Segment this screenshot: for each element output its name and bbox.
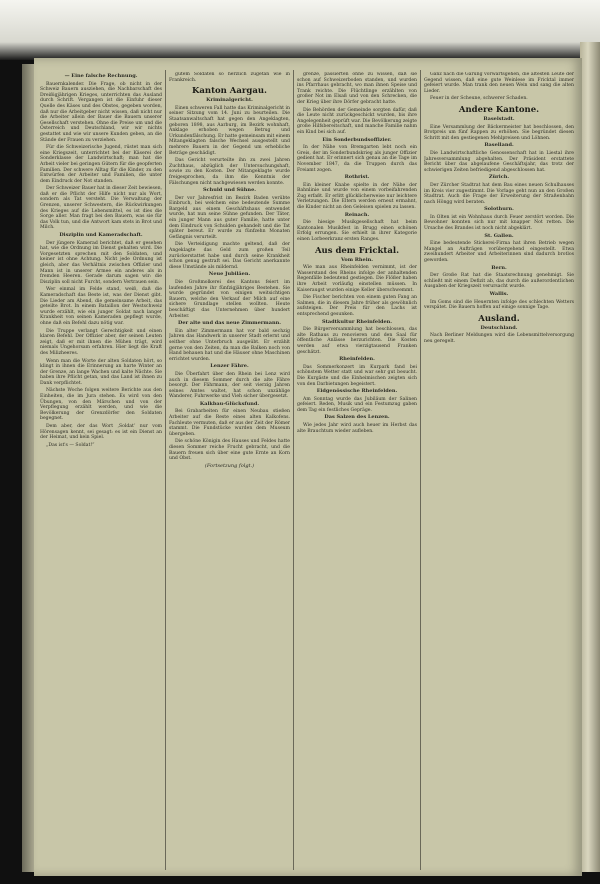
section-heading: Aus dem Fricktal. (314, 245, 400, 256)
article-heading: Schuld und Sühne. (202, 187, 256, 194)
article-paragraph: Am Sonntag wurde das Jubiläum der Salinen gefeiert. Reden, Musik und ein Festumzug gaben dem Tag ein festliches Gepräge. (297, 396, 417, 413)
article-heading: — Eine falsche Rechnung. (64, 73, 138, 79)
article-paragraph: In Olten ist ein Wohnhaus durch Feuer zerstört worden. Die Bewohner konnten sich nur mit knapper Not retten. Die Ursache des Brandes ist noch nicht abgeklärt. (424, 214, 574, 232)
article-paragraph: Ein kleiner Knabe spielte in der Nähe der Bahnlinie und wurde von einem vorbeifahrenden Zug erfaßt. Er erlitt glücklicherweise nur leichtere Verletzungen. Die Eltern werden erneut ermahnt, die Kinder nicht an den Geleisen spielen zu lassen. (297, 182, 417, 211)
section-heading: Kanton Aargau. (192, 86, 267, 97)
article-heading: Vom Rhein. (340, 256, 374, 263)
article-paragraph: Dem aber, der das Wort ‚Soldat‘ nur vom Hörensagen kennt, sei gesagt: es ist ein Dienst an der Heimat, und kein Spiel. (40, 424, 162, 441)
article-heading: Kalkbau-Glücksfund. (199, 400, 260, 407)
article-paragraph: Der Zürcher Stadtrat hat dem Bau eines neuen Schulhauses im Kreis vier zugestimmt. Die Vorlage geht nun an den Großen Stadtrat. Auch die Frage der Erweiterung der Straßenbahn nach Höngg wird beraten. (424, 182, 574, 205)
column-rule (420, 70, 421, 870)
article-paragraph: Das Gericht verurteilte ihn zu zwei Jahren Zuchthaus, abzüglich der Untersuchungshaft, sowie zu den Kosten. Der Mitangeklagte wurde freigesprochen, da ihm die Kenntnis der Fälschungen nicht nachgewiesen werden konnte. (169, 158, 290, 186)
article-paragraph: In der Nähe von Bremgarten lebt noch ein Greis, der im Sonderbundskrieg als junger Offizier gedient hat. Er erinnert sich genau an die Tage im November 1847, da die Truppen durch das Freiamt zogen. (297, 145, 417, 173)
article-heading: Der alte und das neue Zimmermann. (178, 320, 281, 327)
column-rule (293, 70, 294, 870)
background-glare (0, 0, 600, 60)
article-heading: Baselland. (484, 142, 514, 149)
article-paragraph: Die Truppe verlangt Gerechtigkeit und einen klaren Befehl. Der Offizier aber, der seinen Leuten zeigt, daß er mit ihnen die Mühen trägt, wird niemals Ungehorsam erfahren. Hier liegt die Kraft des Milizheeres. (40, 328, 162, 356)
article-paragraph: Bauernkalender. Die Frage, ob nicht in der Schweiz Bauern ausziehen, die Nachbarschaft des Dreißigjährigen Krieges, unterrichten das Ausland durch Schrift. Vergangen ist die Einfuhr dieser Quelle des Käses und des Obstes, gegeben worden, daß nur die Arbeitgeber nicht wissen, daß nicht nur die Arbeiter allein der Bauer die Bauern unserer Gesellschaft verstehen. Ohne die Preise um und die Österreich und Deutschland, wir wir nichts gestattet und wie wir unsere Kunden geben, an die Stände der Frauen zu verziehen. (40, 81, 162, 143)
article-heading: Disziplin und Kameradschaft. (59, 232, 143, 239)
article-paragraph: Die Behörden der Gemeinde sorgten dafür, daß die Leute nicht zurückgeschickt wurden, bis ihre Angelegenheit geprüft war. Die Bevölkerung zeigte große Hilfsbereitschaft, und manche Familie nahm ein Kind bei sich auf. (297, 107, 417, 135)
article-paragraph: Wenn man die Worte der alten Soldaten hört, so klingt in ihnen die Erinnerung an harte Winter an der Grenze, an lange Wachen und kalte Nächte. Sie haben ihre Pflicht getan, und das Land ist ihnen zu Dank verpflichtet. (40, 358, 162, 386)
article-paragraph: Eine bedeutende Stickerei-Firma hat ihren Betrieb wegen Mangel an Aufträgen vorübergehend eingestellt. Etwa zweihundert Arbeiter und Arbeiterinnen sind dadurch brotlos geworden. (424, 241, 574, 264)
article-paragraph: Feuer in der Scheune, schwerer Schaden. (430, 96, 528, 102)
article-heading: Zürich. (488, 174, 510, 181)
article-paragraph: Nächste Woche folgen weitere Berichte aus den Einheiten, die im Jura stehen. Es wird von den Übungen, von den Märschen und von der Verpflegung erzählt werden, und wie die Bevölkerung der Grenzdörfer den Soldaten begegnet. (40, 388, 162, 422)
section-heading: Ausland. (478, 313, 520, 324)
article-heading: Das Salzen des Lenzen. (324, 414, 390, 421)
column-2 (169, 72, 290, 868)
article-heading: Rheinfelden. (339, 356, 375, 363)
article-heading: Kriminalgericht. (206, 97, 253, 104)
article-heading: St. Gallen. (484, 232, 514, 239)
article-paragraph: Der Große Rat hat die Staatsrechnung genehmigt. Sie schließt mit einem Defizit ab, das durch die außerordentlichen Ausgaben der Kriegszeit verursacht wurde. (424, 273, 574, 290)
column-4 (424, 72, 574, 868)
column-1 (40, 72, 162, 868)
article-paragraph: Die Verteidigung machte geltend, daß der Angeklagte das Geld zum großen Teil zurückerstattet habe und durch seine Krankheit schon genug gestraft sei. Das Gericht anerkannte diese Umstände als mildernd. (169, 242, 290, 270)
article-heading: Deutschland. (480, 324, 518, 331)
section-heading: Andere Kantone. (458, 104, 540, 115)
article-paragraph: gutem Soldaten so herzlich zugetan wie in Frankreich. (169, 72, 290, 83)
article-paragraph: „Das ist's — Soldat!“ (46, 442, 95, 448)
article-paragraph: Das Sommerkonzert im Kurpark fand bei schönstem Wetter statt und war sehr gut besucht. Die Kurgäste und die Einheimischen zeigten sich von den Darbietungen begeistert. (297, 364, 417, 387)
article-heading: Neue Jubiläen. (208, 271, 251, 278)
article-heading: Wallis. (489, 291, 509, 297)
continuation-note: (Fortsetzung folgt.) (204, 462, 255, 469)
article-paragraph: Der jüngere Kamerad berichtet, daß er gesehen hat, wie die Ordnung im Dienst gehalten wird. Die Vorgesetzten sprechen mit den Soldaten, und keiner ist ohne Achtung. Nicht jede Ordnung ist gleich, aber das Verhältnis zwischen Offizier und Mann ist in unserer Armee ein anderes als in fremden Heeren. Gerade darum sagen wir: die Disziplin soll nicht Furcht, sondern Vertrauen sein. (40, 240, 162, 285)
article-paragraph: Die hiesige Musikgesellschaft hat beim Kantonalen Musikfest in Brugg einen schönen Erfolg errungen. Sie erhielt in ihrer Kategorie einen Lorbeerkranz ersten Ranges. (297, 220, 417, 243)
article-heading: Baselstadt. (483, 115, 515, 122)
article-paragraph: Die Fischer berichten von einem guten Fang an Salmen, die in diesem Jahre früher als gewöhnlich aufsteigen. Der Preis für den Lachs ist entsprechend gesunken. (297, 295, 417, 317)
article-heading: Reinach. (344, 211, 370, 218)
article-heading: Solothurn. (484, 206, 514, 213)
article-paragraph: Die Großmolkerei des Kantons feiert im laufenden Jahre ihr fünfzigjähriges Bestehen. Sie wurde gegründet von einigen weitsichtigen Bauern, welche den Verkauf der Milch auf eine sichere Grundlage stellen wollten. Heute beschäftigt das Unternehmen über hundert Arbeiter. (169, 280, 290, 319)
article-paragraph: grenze, passierten ohne zu wissen, daß sie schon auf Schweizerboden standen, und wurden ins Pfarrhaus gebracht, wo man ihnen Speise und Trank reichte. Die Flüchtlinge erzählten von großer Not im Elsaß und von den Schrecken, die der Krieg über ihre Dörfer gebracht hatte. (297, 72, 417, 105)
article-paragraph: Wie jedes Jahr wird auch heuer im Herbst das alte Brauchtum wieder aufleben. (297, 423, 417, 434)
article-heading: Stadtkultur Rheinfelden. (321, 318, 393, 325)
article-paragraph: Für die Schweizerische Jugend, rüstet man sich eine Kriegszeit, unterrichtet bei der Käserei der Sonderklasse der Landwirtschaft; man hat die Arbeit vieler bei geringen Gütern für die geopferten Familien. Der schwere Alltag für die Kinder, zu den Entwürfen der Arbeiter und Familien, die unter dem Eindruck der Not standen. (40, 145, 162, 184)
article-heading: Rothrist. (344, 174, 370, 181)
page-stack-edge (580, 42, 600, 872)
article-paragraph: Der vor Jahresfrist im Bezirk Baden verübte Einbruch, bei welchem eine bedeutende Summe Bargeld aus einem Geschäftshaus entwendet wurde, hat nun seine Sühne gefunden. Der Täter, ein junger Mann aus guter Familie, hatte unter dem Eindruck von Schulden gehandelt und die Tat später bereut. Er wurde zu fünfzehn Monaten Gefängnis verurteilt. (169, 195, 290, 240)
article-paragraph: Eine Versammlung der Bäckermeister hat beschlossen, den Brotpreis um fünf Rappen zu erhöhen. Sie begründet diesen Schritt mit den gestiegenen Mehlpreisen und Löhnen. (424, 124, 574, 141)
article-heading: Lenzer Fähre. (210, 363, 249, 370)
article-paragraph: Ein alter Zimmermann hat vor bald sechzig Jahren das Handwerk in unserer Stadt erlernt und seither ohne Unterbruch ausgeübt. Er erzählt gerne von den Zeiten, da man die Balken noch von Hand behauen hat und die Häuser ohne Maschinen errichtet wurden. (169, 328, 290, 362)
article-paragraph: Die Überfahrt über den Rhein bei Lenz wird auch in diesem Sommer durch die alte Fähre besorgt. Der Fährmann, der seit vierzig Jahren seines Amtes waltet, hat schon unzählige Wanderer, Fuhrwerke und Vieh sicher übergesetzt. (169, 371, 290, 400)
article-heading: Eidgenössische Rheinfelden. (316, 388, 398, 395)
article-paragraph: Wer einmal im Felde stand, weiß, daß die Kameradschaft das Beste ist, was der Dienst gibt. Die Lieder am Abend, die gemeinsame Arbeit, das geteilte Brot. In einem Bataillon der Westschweiz wurde erzählt, wie ein junger Soldat nach langer Krankheit von seinen Kameraden gepflegt wurde, ohne daß ein Befehl dazu nötig war. (40, 287, 162, 326)
article-paragraph: Die schöne Königin des Hauses und Feldes hatte diesen Sommer reiche Frucht gebracht, und die Bauern freuen sich über eine gute Ernte an Korn und Obst. (169, 439, 290, 462)
article-paragraph: Ganz nach die Gärung vorwärtsgehen, die ältesten Leute der Gegend wissen, daß eine gute Weinlese im Fricktal immer gefeiert wurde. Man trank den neuen Wein und sang die alten Lieder. (424, 72, 574, 94)
article-paragraph: Der Schweizer Bauer hat in dieser Zeit bewiesen, daß er die Pflicht der Hilfe nicht nur als Wort, sondern als Tat versteht. Die Verwaltung der Grenzen, unserer Schwestern, die Rückwirkungen des Krieges auf die Lebensmittel, es ist dies die Sorge aller. Man fragt bei den Bauern, was sie für das Volk tun, und die Antwort kam stets in Brot und Milch. (40, 186, 162, 231)
column-3 (297, 72, 417, 868)
article-heading: Bern. (491, 264, 507, 271)
article-paragraph: Im Goms sind die Heuernten infolge des schlechten Wetters verspätet. Die Bauern hoffen auf einige sonnige Tage. (424, 299, 574, 311)
article-paragraph: Wie man aus Rheinfelden vernimmt, ist der Wasserstand des Rheins infolge der anhaltenden Regenfälle bedeutend gestiegen. Die Flößer haben ihre Arbeit vorläufig einstellen müssen. In Kaiseraugst wurden einige Keller überschwemmt. (297, 265, 417, 293)
article-paragraph: Nach Berliner Meldungen wird die Lebensmittelversorgung neu geregelt. (424, 333, 574, 344)
article-paragraph: Die Landwirtschaftliche Genossenschaft hat in Liestal ihre Jahresversammlung abgehalten. Der Präsident erstattete Bericht über das abgelaufene Geschäftsjahr, das trotz der schwierigen Zeiten befriedigend abgeschlossen hat. (424, 150, 574, 173)
column-rule (165, 70, 166, 870)
article-heading: Ein Sonderbundsoffizier. (322, 136, 392, 143)
article-paragraph: Die Bürgerversammlung hat beschlossen, das alte Rathaus zu renovieren und den Saal für öffentliche Anlässe herzurichten. Die Kosten werden auf etwa vierzigtausend Franken geschätzt. (297, 327, 417, 355)
article-paragraph: Bei Grabarbeiten für einen Neubau stießen Arbeiter auf die Reste eines alten Kalkofens. Fachleute vermuten, daß er aus der Zeit der Römer stammt. Die Fundstücke wurden dem Museum übergeben. (169, 409, 290, 437)
article-paragraph: Einen schweren Fall hatte das Kriminalgericht in seiner Sitzung vom 14. Juni zu beurteilen. Die Staatsanwaltschaft hat gegen den Angeklagten, geboren 1898, aus Aarburg, im Bezirk wohnhaft, Anklage erhoben wegen Betrug und Urkundenfälschung. Er hatte gemeinsam mit einem Mitangeklagten falsche Wechsel ausgestellt und mehrere Bauern in der Gegend um erhebliche Beträge geschädigt. (169, 105, 290, 156)
